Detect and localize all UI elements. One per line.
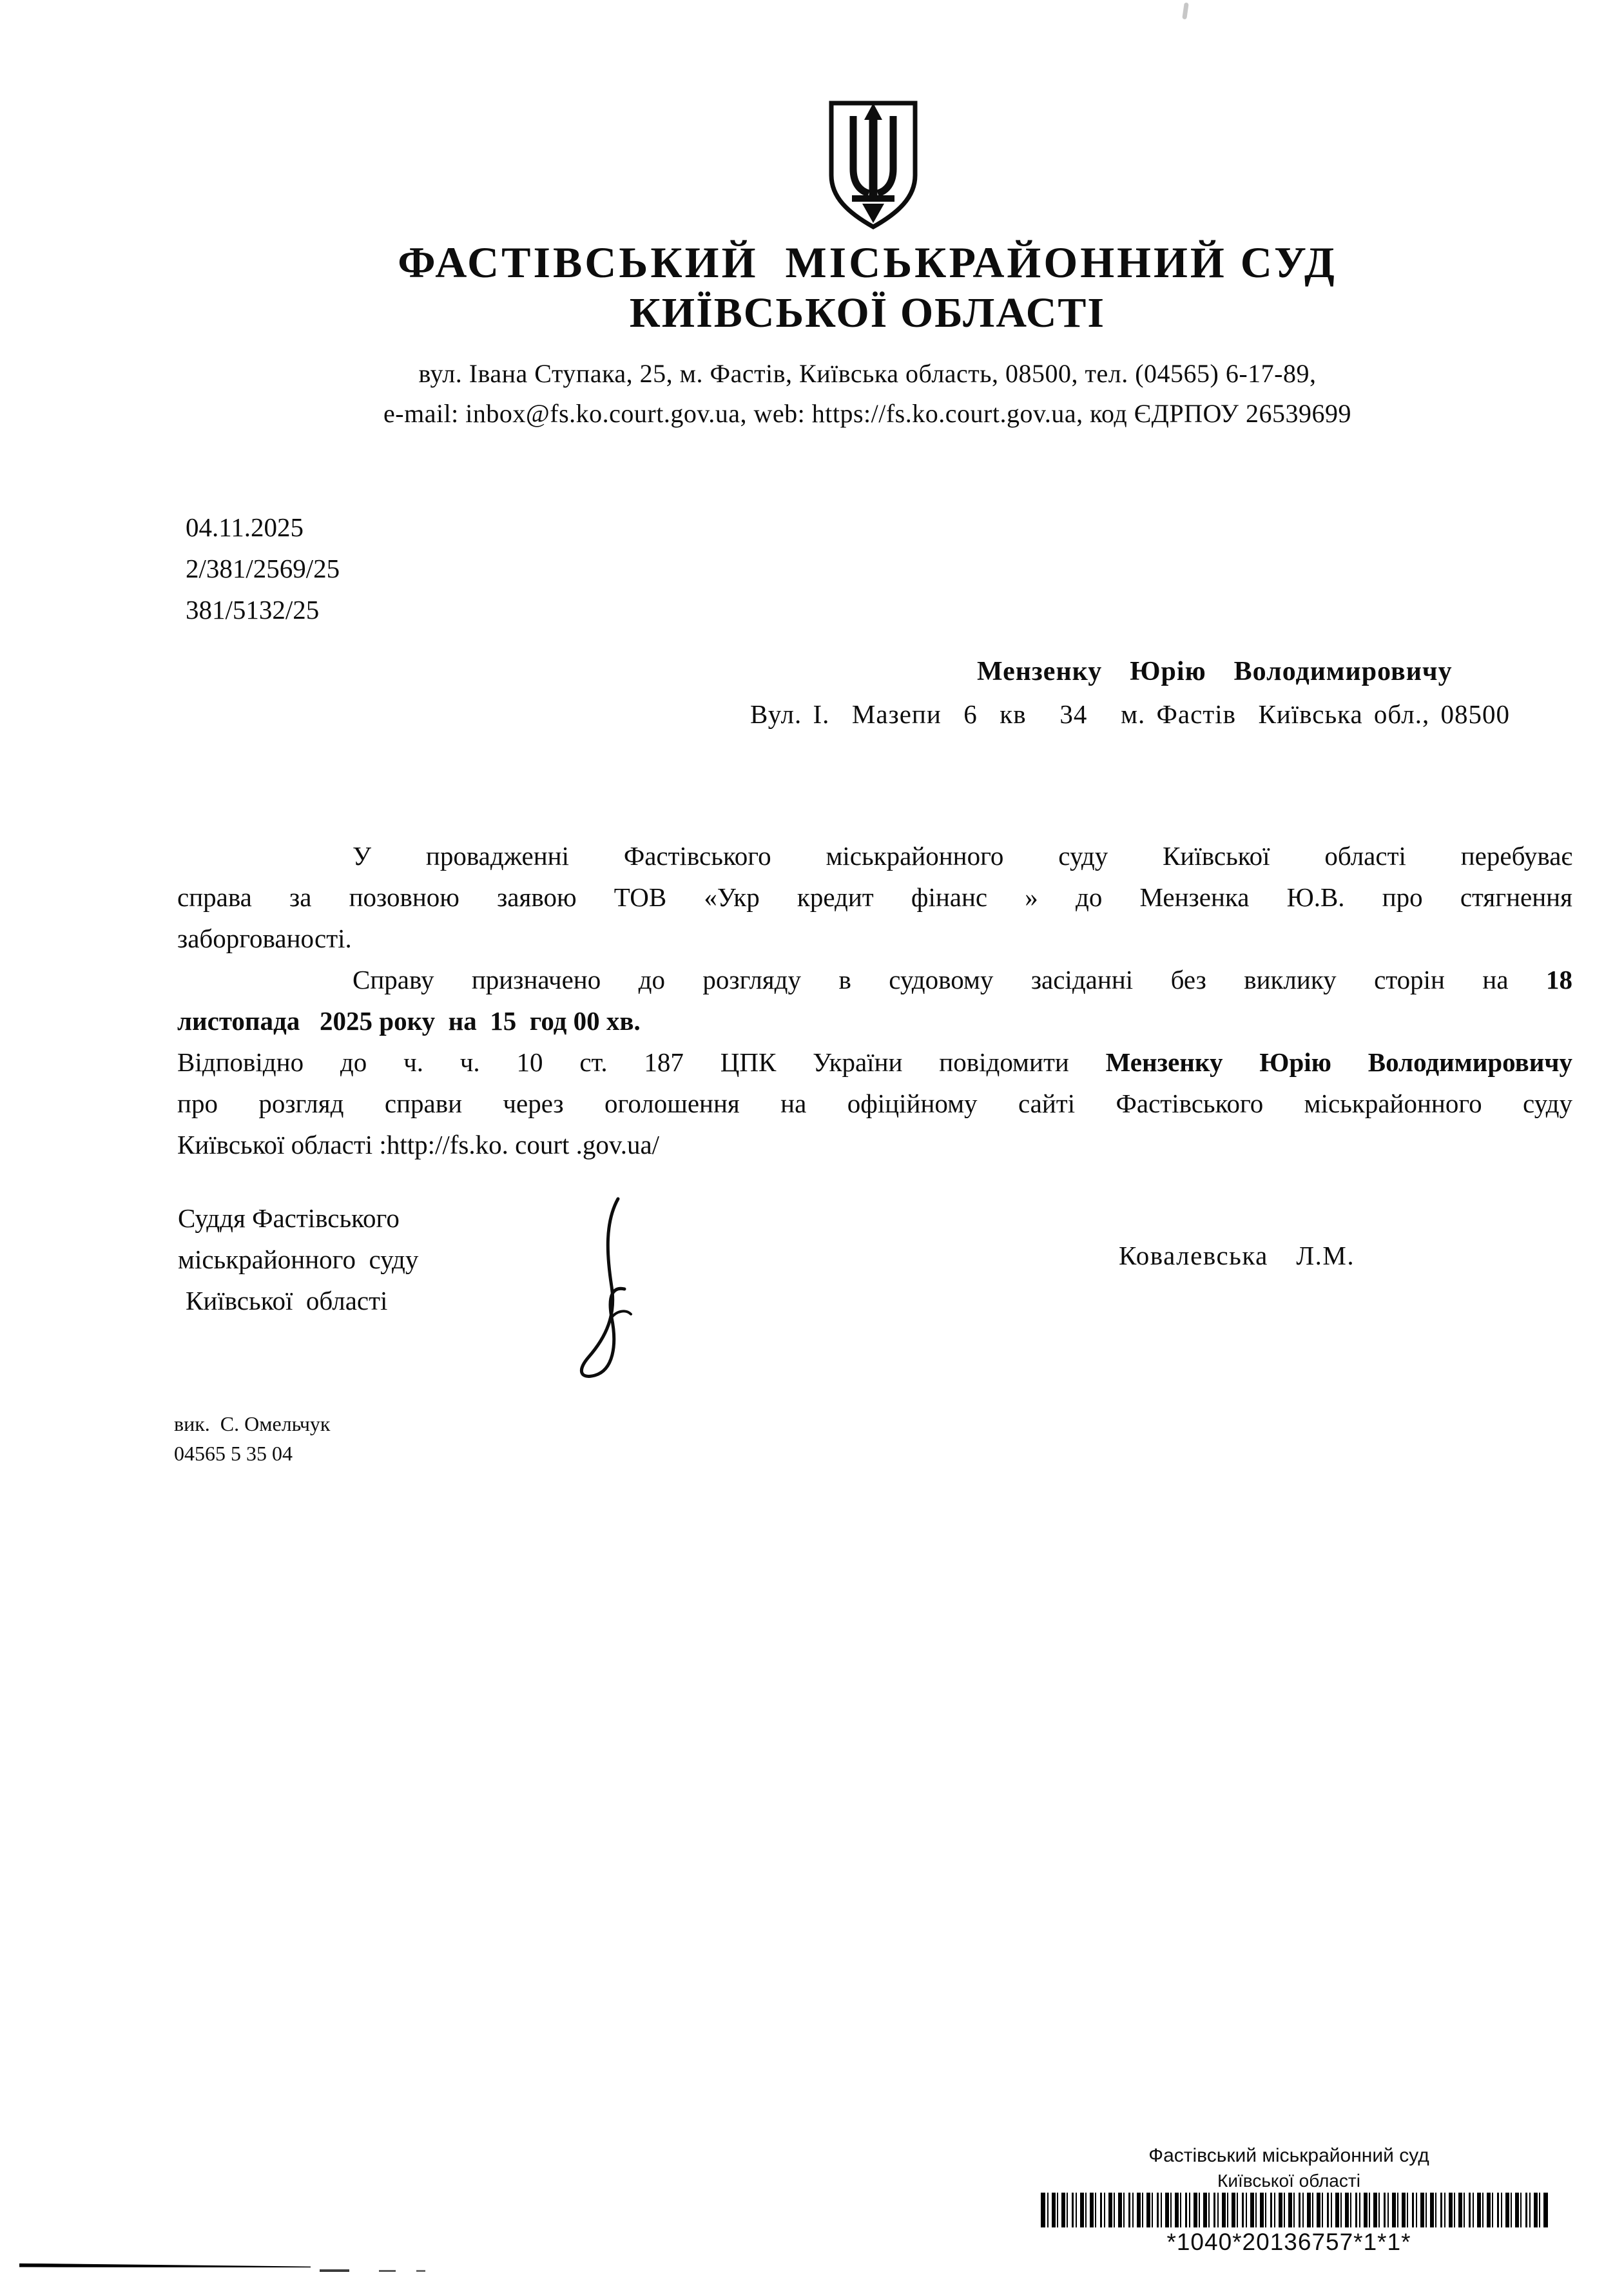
scan-artifact-dash [416,2270,425,2272]
court-contacts-line: e-mail: inbox@fs.ko.court.gov.ua, web: https://fs.ko.court.gov.ua, код ЄДРПОУ 26539699 [383,399,1351,428]
executor-name: вик. С. Омельчук [174,1412,331,1435]
executor-phone: 04565 5 35 04 [174,1442,293,1465]
judge-name: Ковалевська Л.М. [1119,1241,1355,1270]
notice-recipient-bold: Мензенку Юрію Володимировичу [1105,1047,1573,1077]
executor-block [174,1409,330,1468]
scan-artifact-line [19,2264,311,2269]
hearing-sentence-text: Справу призначено до розгляду в судовому засіданні без виклику сторін на [353,965,1509,994]
barcode-code-text: *1040*20136757*1*1* [1166,2229,1411,2255]
judge-title-line1: Суддя Фастівського [178,1203,400,1233]
trident-coat-of-arms-icon [820,97,927,236]
recipient-name: Мензенку Юрію Володимировичу [977,657,1453,686]
hearing-day-bold: 18 [1546,965,1573,994]
handwritten-signature [551,1191,661,1384]
body-paragraph1-line3: заборгованості. [177,924,352,953]
court-address-line: вул. Івана Ступака, 25, м. Фастів, Київська область, 08500, тел. (04565) 6-17-89, [418,359,1317,388]
notice-sentence-text: Відповідно до ч. ч. 10 ст. 187 ЦПК України повідомити [177,1047,1069,1077]
signature-stroke-icon [551,1191,661,1384]
letter-body [177,835,1572,1165]
judge-title-line3: Київської області [186,1286,388,1315]
ukraine-trident-emblem [820,97,927,236]
barcode-court-label-line2: Київської області [1217,2171,1360,2191]
barcode [1041,2193,1548,2227]
proceeding-number: 381/5132/25 [186,595,320,625]
scan-artifact-mark [1182,3,1189,20]
body-paragraph1-line2: справа за позовною заявою ТОВ «Укр кредит фінанс » до Мензенка Ю.В. про стягнення [177,882,1572,912]
body-paragraph3-line3: Київської області :http://fs.ko. court .gov.ua/ [177,1130,660,1159]
body-paragraph1-line1: У провадженні Фастівського міськрайонного суду Київської області перебуває [353,841,1572,871]
body-paragraph2-line1 [177,959,1572,1000]
body-paragraph3-line2: про розгляд справи через оголошення на офіційному сайті Фастівського міськрайонного суду [177,1089,1572,1118]
court-name-line2: КИЇВСЬКОЇ ОБЛАСТІ [629,289,1106,336]
barcode-court-label-line1: Фастівський міськрайонний суд [1148,2145,1429,2166]
scan-artifact-dash [379,2270,396,2272]
case-number: 2/381/2569/25 [186,554,340,583]
letter-date: 04.11.2025 [186,512,304,542]
judge-title-line2: міськрайонного суду [178,1245,419,1274]
body-paragraph3-line1 [177,1042,1572,1083]
reference-block [186,507,340,630]
recipient-address: Вул. І. Мазепи 6 кв 34 м. Фастів Київська обл., 08500 [750,699,1510,729]
hearing-date-time-bold: листопада 2025 року на 15 год 00 хв. [177,1006,641,1036]
signature-title-block [178,1198,418,1321]
scan-artifact-dash [320,2269,349,2272]
court-name-line1: ФАСТІВСЬКИЙ МІСЬКРАЙОННИЙ СУД [398,238,1337,287]
